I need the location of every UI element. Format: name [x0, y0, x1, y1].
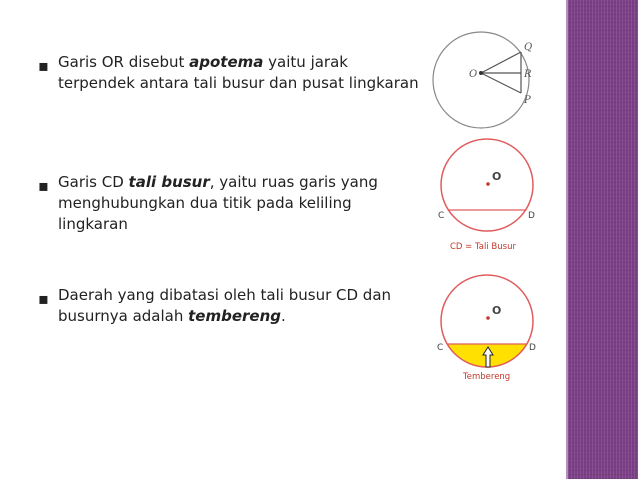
square-bullet-icon: ▪	[38, 176, 49, 195]
label-r: R	[524, 69, 532, 80]
term-apotema: apotema	[189, 53, 264, 71]
bullet-text-tembereng: Daerah yang dibatasi oleh tali busur CD dan busurnya adalah tembereng.	[58, 286, 392, 325]
term-tembereng: tembereng	[188, 307, 282, 325]
tembereng-diagram	[425, 268, 550, 388]
label-q: Q	[524, 42, 533, 53]
label-o: O	[492, 170, 502, 183]
center-point	[486, 316, 490, 320]
apotema-diagram	[425, 25, 545, 137]
bullet-text-tali-busur: Garis CD tali busur, yaitu ruas garis yang menghubungkan dua titik pada keliling lingkaran	[58, 173, 378, 233]
term-tali-busur: tali busur	[128, 173, 210, 191]
label-p: P	[524, 95, 531, 106]
caption-tembereng: Tembereng	[463, 372, 511, 382]
circle-outline	[433, 32, 529, 128]
caption-tali-busur: CD = Tali Busur	[450, 242, 516, 252]
label-c: C	[437, 343, 444, 353]
radius-oq	[481, 52, 521, 73]
square-bullet-icon: ▪	[38, 56, 49, 75]
label-d: D	[529, 343, 536, 353]
label-o: O	[492, 304, 502, 317]
decorative-sidebar	[568, 0, 638, 479]
label-o: O	[469, 69, 478, 80]
label-c: C	[438, 211, 445, 221]
center-point	[486, 182, 490, 186]
square-bullet-icon: ▪	[38, 289, 49, 308]
label-d: D	[528, 211, 535, 221]
tali-busur-diagram	[425, 135, 550, 255]
radius-op	[481, 73, 521, 93]
center-point	[479, 71, 483, 75]
bullet-text-apotema: Garis OR disebut apotema yaitu jarak terpendek antara tali busur dan pusat lingkaran	[58, 53, 419, 92]
